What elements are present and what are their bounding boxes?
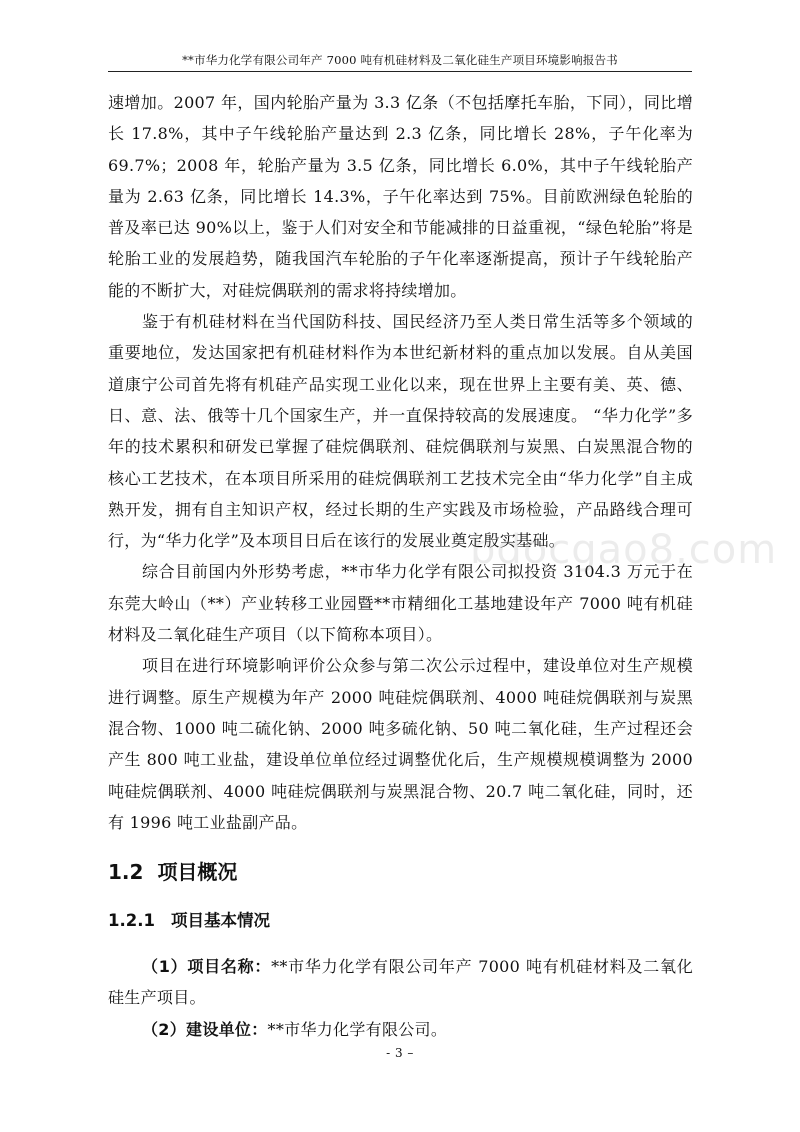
page-body <box>108 87 693 1045</box>
list-item-builder <box>108 1014 693 1045</box>
running-header: **市华力化学有限公司年产 7000 吨有机硅材料及二氧化硅生产项目环境影响报告书 <box>108 52 692 72</box>
item-label: （1）项目名称： <box>142 957 272 977</box>
paragraph-investment: 综合目前国内外形势考虑，**市华力化学有限公司拟投资 3104.3 万元于在东莞大岭山（**）产业转移工业园暨**市精细化工基地建设年产 7000 吨有机硅材料及二氧化硅生产项目（以下简称本项目）。 <box>108 562 693 645</box>
watermark: bdocgao8.com <box>470 527 778 573</box>
list-item-project-name <box>108 951 693 1014</box>
section-heading <box>108 858 693 886</box>
item-value: **市华力化学有限公司年产 7000 吨有机硅材料及二氧化硅生产项目。 <box>108 957 693 1008</box>
project-info-list <box>108 951 693 1045</box>
subsection-heading <box>108 909 693 933</box>
section-title: 项目概况 <box>157 860 238 885</box>
paragraph-scale-adjustment: 项目在进行环境影响评价公众参与第二次公示过程中，建设单位对生产规模进行调整。原生产规模为年产 2000 吨硅烷偶联剂、4000 吨硅烷偶联剂与炭黑混合物、1000 吨二硫化钠、2000 吨多硫化钠、50 吨二氧化硅，生产过程还会产生 800 吨工业盐，建设单位单位经过调整优化后，生产规模规模调整为 2000 吨硅烷偶联剂、4000 吨硅烷偶联剂与炭黑混合物、20.7 吨二氧化硅，同时，还有 1996 吨工业盐副产品。 <box>108 656 693 832</box>
item-value: **市华力化学有限公司。 <box>267 1019 448 1039</box>
section-number: 1.2 <box>108 860 144 885</box>
paragraph-silicone-background: 鉴于有机硅材料在当代国防科技、国民经济乃至人类日常生活等多个领域的重要地位，发达国家把有机硅材料作为本世纪新材料的重点加以发展。自从美国道康宁公司首先将有机硅产品实现工业化以来，现在世界上主要有美、英、德、日、意、法、俄等十几个国家生产，并一直保持较高的发展速度。 “华力化学”多年的技术累积和研发已掌握了硅烷偶联剂、硅烷偶联剂与炭黑、白炭黑混合物的核心工艺技术，在本项目所采用的硅烷偶联剂工艺技术完全由“华力化学”自主成熟开发，拥有自主知识产权，经过长期的生产实践及市场检验，产品路线合理可行，为“华力化学”及本项目日后在该行的发展业奠定殷实基础。 <box>108 312 693 551</box>
paragraph-tire-market: 速增加。2007 年，国内轮胎产量为 3.3 亿条（不包括摩托车胎，下同），同比增长 17.8%，其中子午线轮胎产量达到 2.3 亿条，同比增长 28%，子午化率为 69.7%；2008 年，轮胎产量为 3.5 亿条，同比增长 6.0%，其中子午线轮胎产量为 2.63 亿条，同比增长 14.3%，子午化率达到 75%。目前欧洲绿色轮胎的普及率已达 90%以上，鉴于人们对安全和节能减排的日益重视，“绿色轮胎”将是轮胎工业的发展趋势，随我国汽车轮胎的子午化率逐渐提高，预计子午线轮胎产能的不断扩大，对硅烷偶联剂的需求将持续增加。 <box>108 93 693 300</box>
subsection-title: 项目基本情况 <box>170 911 270 931</box>
page-number: - 3 – <box>386 1046 414 1060</box>
subsection-number: 1.2.1 <box>108 911 155 931</box>
item-label: （2）建设单位： <box>142 1019 268 1039</box>
